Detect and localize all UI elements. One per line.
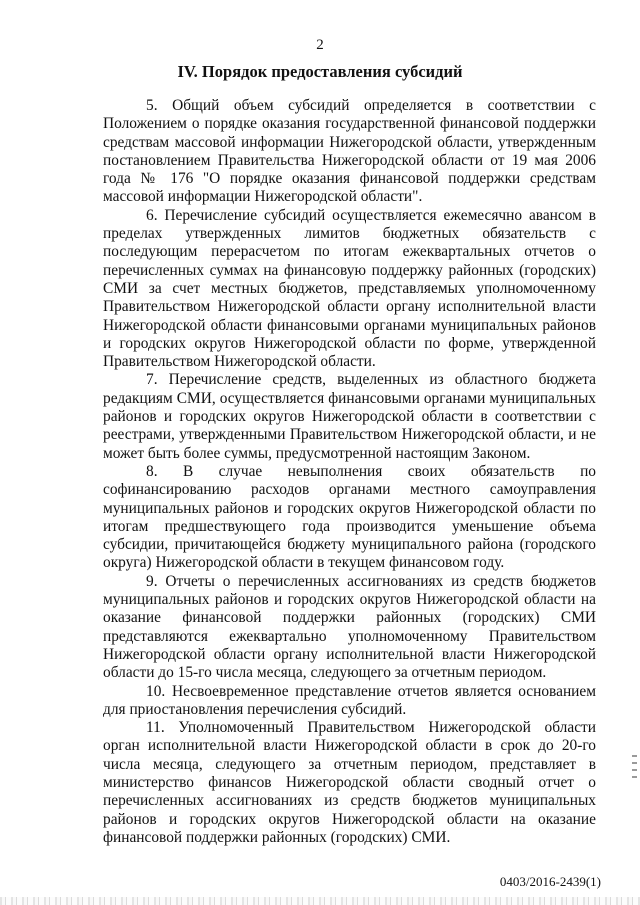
page-number: 2 — [316, 37, 324, 53]
paragraph-10: 10. Несвоевременное представление отчетов является основанием для приостановления перечисления субсидий. — [103, 682, 596, 718]
scan-bottom-stripe — [0, 897, 640, 905]
paragraph-11: 11. Уполномоченный Правительством Нижегородской области орган исполнительной власти Нижегородской области в срок до 20-го числа месяца, следующего за отчетным периодом, представляет в министерство финансов Нижегородской области сводный отчет о перечисленных ассигнованиях из средств бюджетов муниципальных районов и городских округов Нижегородской области на оказание финансовой поддержки районных (городских) СМИ. — [103, 719, 596, 846]
paragraph-6: 6. Перечисление субсидий осуществляется ежемесячно авансом в пределах утвержденных лимитов бюджетных обязательств с последующим перерасчетом по итогам ежеквартальных отчетов о перечисленных суммах на финансовую поддержку районных (городских) СМИ за счет местных бюджетов, представляемых уполномоченному Правительством Нижегородской области органу исполнительной власти Нижегородской области финансовыми органами муниципальных районов и городских округов Нижегородской области по форме, утвержденной Правительством Нижегородской области. — [103, 206, 596, 371]
paragraph-8: 8. В случае невыполнения своих обязательств по софинансированию расходов органами местного самоуправления муниципальных районов и городских округов Нижегородской области по итогам предшествующего года производится уменьшение объема субсидии, причитающейся бюджету муниципального района (городского округа) Нижегородской области в текущем финансовом году. — [103, 462, 596, 572]
paragraph-7: 7. Перечисление средств, выделенных из областного бюджета редакциям СМИ, осуществляется финансовыми органами муниципальных районов и городских округов Нижегородской области в соответствии с реестрами, утвержденными Правительством Нижегородской области, и не может быть более суммы, предусмотренной настоящим Законом. — [103, 371, 596, 462]
document-body — [103, 97, 596, 847]
document-code: 0403/2016-2439(1) — [499, 874, 601, 889]
scan-edge-marks — [632, 755, 638, 795]
section-title: IV. Порядок предоставления субсидий — [177, 62, 463, 81]
paragraph-9: 9. Отчеты о перечисленных ассигнованиях из средств бюджетов муниципальных районов и городских округов Нижегородской области на оказание финансовой поддержки районных (городских) СМИ представляются ежеквартально уполномоченному Правительством Нижегородской области органу исполнительной власти Нижегородской области до 15-го числа месяца, следующего за отчетным периодом. — [103, 572, 596, 682]
paragraph-5: 5. Общий объем субсидий определяется в соответствии с Положением о порядке оказания государственной финансовой поддержки средствам массовой информации Нижегородской области, утвержденным постановлением Правительства Нижегородской области от 19 мая 2006 года № 176 "О порядке оказания финансовой поддержки средствам массовой информации Нижегородской области". — [103, 97, 596, 206]
